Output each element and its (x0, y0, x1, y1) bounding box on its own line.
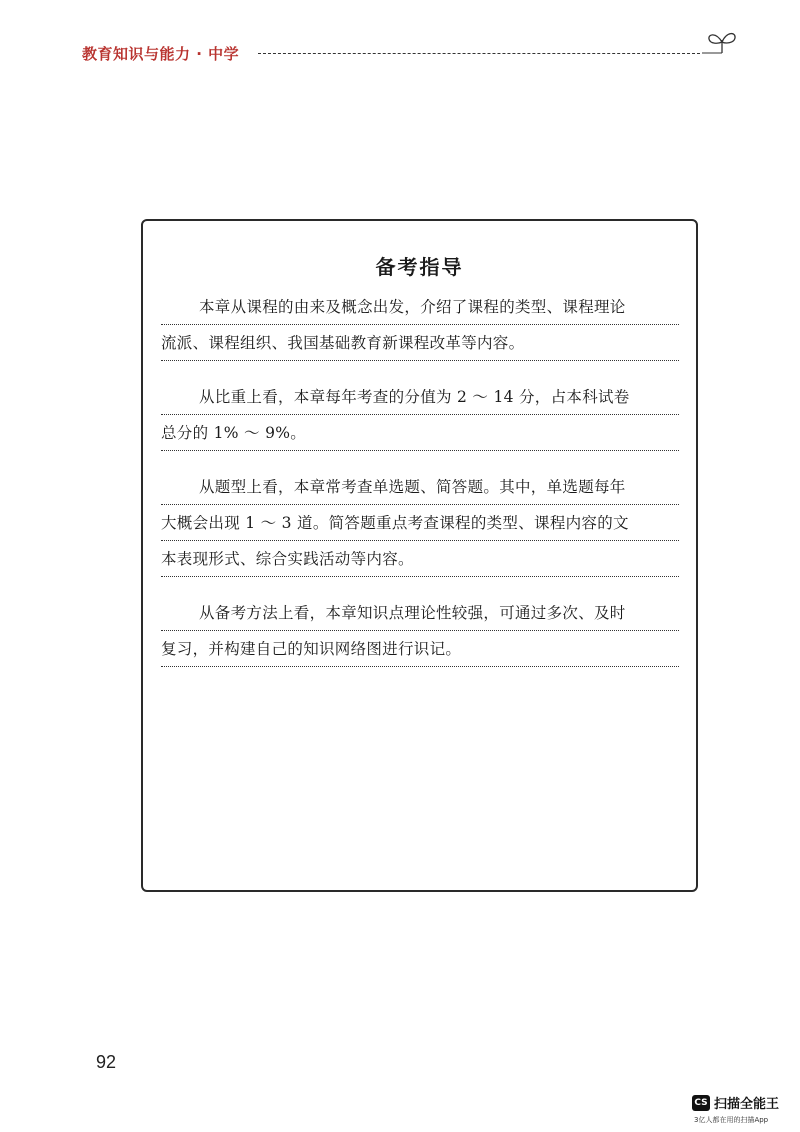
guide-paragraph (161, 289, 679, 361)
paragraph-line: 总分的 1% ～ 9%。 (161, 415, 679, 451)
paragraph-line: 从备考方法上看，本章知识点理论性较强，可通过多次、及时 (161, 595, 679, 631)
exam-guide-box (141, 219, 698, 892)
guide-paragraph (161, 469, 679, 577)
scanner-tagline: 3亿人都在用的扫描App (694, 1116, 769, 1124)
paragraph-line: 从比重上看，本章每年考查的分值为 2 ～ 14 分，占本科试卷 (161, 379, 679, 415)
guide-paragraph (161, 379, 679, 451)
paragraph-line: 流派、课程组织、我国基础教育新课程改革等内容。 (161, 325, 679, 361)
camscanner-logo: CS (692, 1095, 710, 1111)
paragraph-line: 本章从课程的由来及概念出发，介绍了课程的类型、课程理论 (161, 289, 679, 325)
paragraph-line: 复习，并构建自己的知识网络图进行识记。 (161, 631, 679, 667)
scanner-watermark (692, 1093, 796, 1129)
guide-paragraph (161, 595, 679, 667)
paragraph-line: 从题型上看，本章常考查单选题、简答题。其中，单选题每年 (161, 469, 679, 505)
sprout-icon (700, 26, 744, 60)
header-dashed-rule (258, 53, 700, 54)
book-title: 教育知识与能力 · 中学 (82, 45, 240, 63)
paragraph-line: 大概会出现 1 ～ 3 道。简答题重点考查课程的类型、课程内容的文 (161, 505, 679, 541)
guide-heading: 备考指导 (375, 255, 464, 279)
paragraph-line: 本表现形式、综合实践活动等内容。 (161, 541, 679, 577)
scanner-app-name: 扫描全能王 (714, 1097, 780, 1112)
page-number: 92 (96, 1052, 117, 1072)
